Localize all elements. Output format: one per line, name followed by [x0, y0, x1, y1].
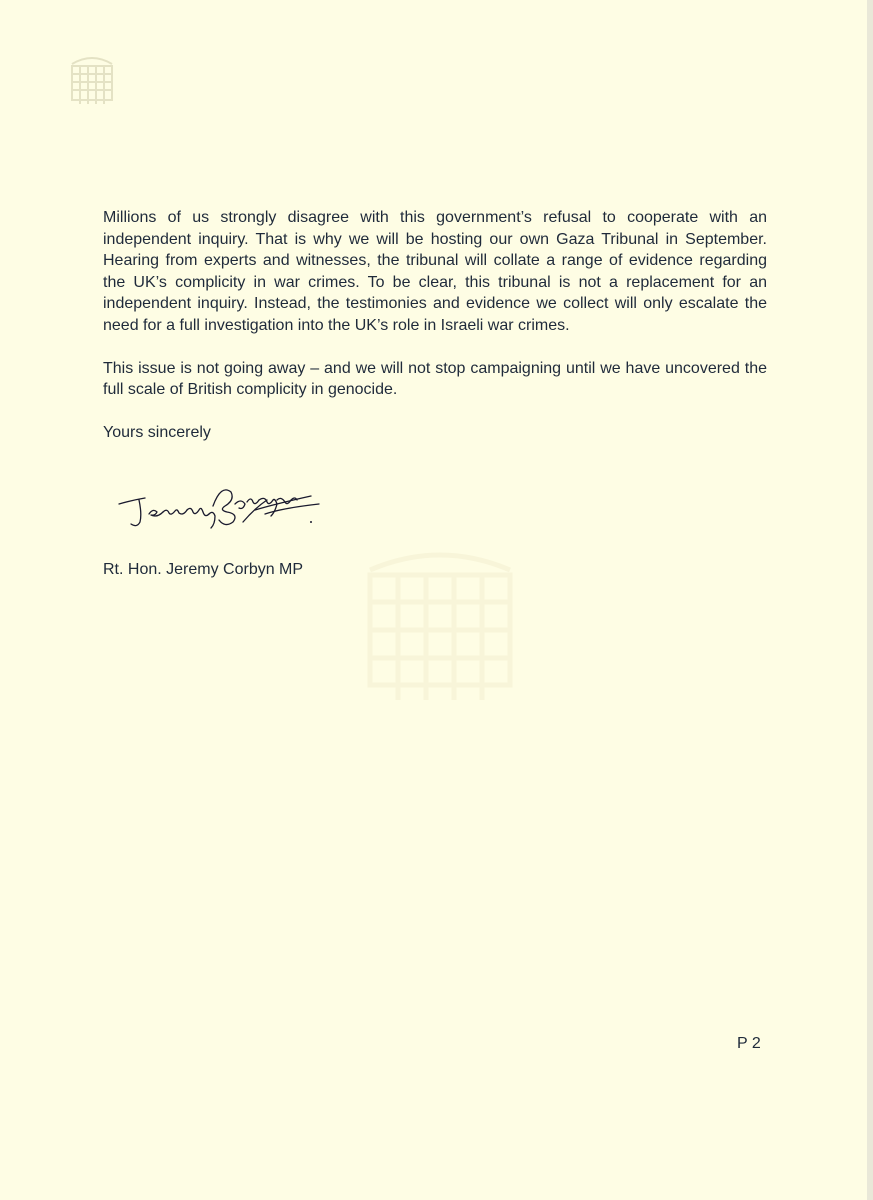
paragraph-campaign: This issue is not going away – and we will not stop campaigning until we have uncovered the full scale of British complicity in genocide.: [103, 359, 767, 399]
letter-body: [103, 207, 767, 443]
handwritten-signature: [115, 478, 330, 530]
closing-salutation: Yours sincerely: [103, 423, 211, 441]
portcullis-crest-icon: [60, 50, 124, 112]
portcullis-watermark-icon: [340, 540, 540, 710]
page-number: P 2: [737, 1035, 761, 1052]
signatory-name: Rt. Hon. Jeremy Corbyn MP: [103, 561, 304, 578]
paragraph-tribunal: Millions of us strongly disagree with this government’s refusal to cooperate with an independent inquiry. That is why we will be hosting our own Gaza Tribunal in September. Hearing from experts and witnesses, the tribunal will collate a range of evidence regarding the UK’s complicity in war crimes. To be clear, this tribunal is not a replacement for an independent inquiry. Instead, the testimonies and evidence we collect will only escalate the need for a full investigation into the UK’s role in Israeli war crimes.: [103, 209, 767, 334]
